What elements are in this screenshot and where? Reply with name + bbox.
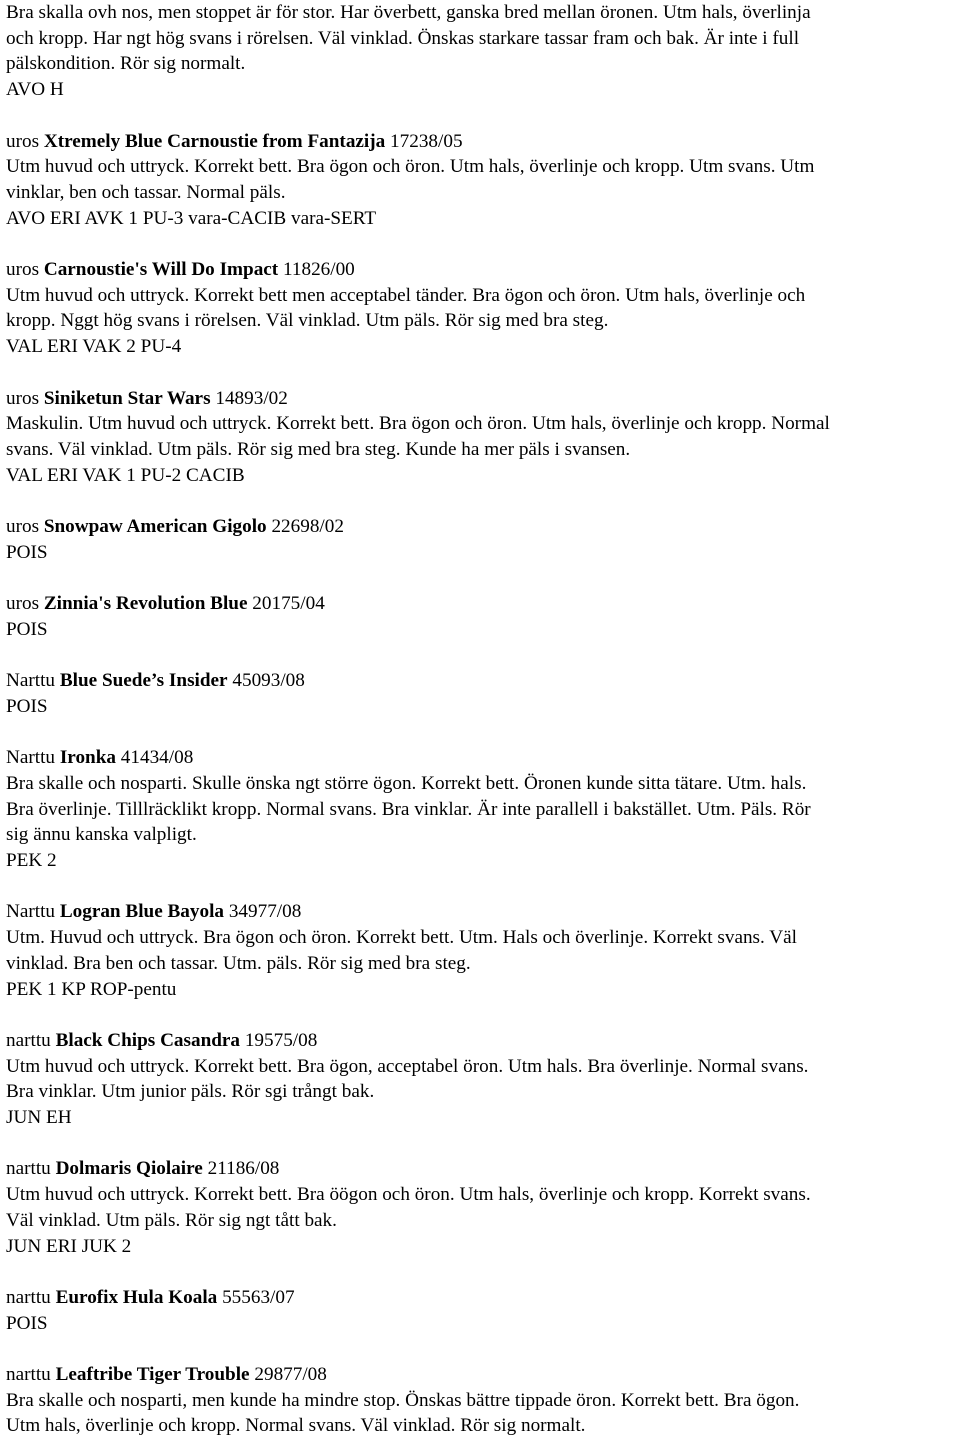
dog-entry xyxy=(6,1131,958,1260)
registration-number: 20175/04 xyxy=(252,593,325,615)
entry-class: narttu xyxy=(6,1364,51,1386)
registration-number: 29877/08 xyxy=(254,1364,327,1386)
entry-spacer xyxy=(6,720,958,746)
entry-class: narttu xyxy=(6,1029,51,1051)
critique-text: Utm huvud och uttryck. Korrekt bett men acceptabel tänder. Bra ögon och öron. Utm hals, överlinje och kropp. Nggt hög svans i rörelsen. Väl vinklad. Utm päls. Rör sig med bra steg. xyxy=(6,284,806,332)
entry-class: uros xyxy=(6,387,40,409)
entry-heading xyxy=(6,514,958,540)
entry-heading xyxy=(6,1362,958,1388)
dog-entry xyxy=(6,720,958,874)
result-text: POIS xyxy=(6,618,48,640)
registration-number: 22698/02 xyxy=(271,516,344,537)
entry-class: uros xyxy=(6,130,40,152)
entry-spacer xyxy=(6,1131,958,1157)
registration-number: 45093/08 xyxy=(232,670,305,692)
entry-heading xyxy=(6,257,958,283)
entry-spacer xyxy=(6,874,958,900)
dog-entry xyxy=(6,874,958,1003)
result-text: PEK 2 xyxy=(6,850,57,872)
dog-entry xyxy=(6,1336,958,1439)
result-text: POIS xyxy=(6,541,48,563)
dog-entry xyxy=(6,643,958,720)
entry-heading xyxy=(6,899,958,925)
entry-heading xyxy=(6,745,958,771)
entry-list xyxy=(6,103,958,1439)
entry-heading xyxy=(6,1028,958,1054)
entry-heading xyxy=(6,1285,958,1311)
entry-spacer xyxy=(6,1336,958,1362)
entry-class: Narttu xyxy=(6,747,56,769)
result-text: AVO ERI AVK 1 PU-3 vara-CACIB vara-SERT xyxy=(6,207,377,229)
dog-name: Carnoustie's Will Do Impact xyxy=(43,259,279,280)
dog-entry xyxy=(6,1002,958,1131)
dog-entry xyxy=(6,1259,958,1336)
result-text: PEK 1 KP ROP-pentu xyxy=(6,978,177,1000)
dog-name: Logran Blue Bayola xyxy=(59,901,225,923)
entry-spacer xyxy=(6,231,958,257)
dog-name: Dolmaris Qiolaire xyxy=(55,1158,203,1180)
entry-class: Narttu xyxy=(6,901,56,923)
entry-spacer xyxy=(6,1002,958,1028)
entry-class: uros xyxy=(6,259,40,280)
entry-class: narttu xyxy=(6,1158,51,1180)
result-text: AVO H xyxy=(6,79,64,101)
result-text: POIS xyxy=(6,695,48,717)
dog-name: Black Chips Casandra xyxy=(55,1029,241,1051)
entry-heading xyxy=(6,386,958,412)
registration-number: 14893/02 xyxy=(215,387,288,409)
dog-name: Eurofix Hula Koala xyxy=(55,1286,218,1308)
dog-entry xyxy=(6,360,958,489)
critique-text: Bra skalle och nosparti. Skulle önska ngt större ögon. Korrekt bett. Öronen kunde sitta tätare. Utm. hals. Bra överlinje. Tilllräcklikt kropp. Normal svans. Bra vinklar. Är inte parallell i bakstället. Utm. Päls. Rör sig ännu kanska valpligt. xyxy=(6,772,811,846)
dog-name: Xtremely Blue Carnoustie from Fantazija xyxy=(43,130,386,152)
dog-name: Ironka xyxy=(59,747,116,769)
registration-number: 19575/08 xyxy=(244,1029,318,1051)
critique-text: Bra skalle och nosparti, men kunde ha mindre stop. Önskas bättre tippade öron. Korrekt bett. Bra ögon. Utm hals, överlinje och kropp. Normal svans. Väl vinklad. Rör sig normalt. xyxy=(6,1389,800,1437)
dog-name: Snowpaw American Gigolo xyxy=(43,516,267,537)
registration-number: 21186/08 xyxy=(207,1158,280,1180)
result-text: POIS xyxy=(6,1312,48,1334)
entry-heading xyxy=(6,129,958,155)
entry-heading xyxy=(6,1156,958,1182)
dog-name: Leaftribe Tiger Trouble xyxy=(55,1364,250,1386)
critique-text: Utm. Huvud och uttryck. Bra ögon och öron. Korrekt bett. Utm. Hals och överlinje. Korrekt svans. Väl vinklad. Bra ben och tassar. Utm. päls. Rör sig med bra steg. xyxy=(6,927,797,974)
intro-block xyxy=(6,0,958,103)
entry-class: uros xyxy=(6,516,40,537)
result-text: VAL ERI VAK 1 PU-2 CACIB xyxy=(6,464,245,486)
critique-text: Bra skalla ovh nos, men stoppet är för stor. Har överbett, ganska bred mellan öronen. Utm hals, överlinja och kropp. Har ngt hög svans i rörelsen. Väl vinklad. Önskas starkare tassar fram och bak. Är inte i full pälskondition. Rör sig normalt. xyxy=(6,2,811,75)
result-text: JUN ERI JUK 2 xyxy=(6,1235,132,1257)
entry-spacer xyxy=(6,103,958,129)
dog-entry xyxy=(6,488,958,565)
entry-spacer xyxy=(6,565,958,591)
entry-class: uros xyxy=(6,593,40,615)
critique-text: Maskulin. Utm huvud och uttryck. Korrekt bett. Bra ögon och öron. Utm hals, överlinje och kropp. Normal svans. Väl vinklad. Utm päls. Rör sig med bra steg. Kunde ha mer päls i svansen. xyxy=(6,413,830,460)
critique-text: Utm huvud och uttryck. Korrekt bett. Bra ögon, acceptabel öron. Utm hals. Bra överlinje. Normal svans. Bra vinklar. Utm junior päls. Rör sgi trångt bak. xyxy=(6,1055,809,1103)
registration-number: 11826/00 xyxy=(283,259,355,280)
entry-class: Narttu xyxy=(6,670,56,692)
dog-entry xyxy=(6,103,958,232)
entry-spacer xyxy=(6,1259,958,1285)
entry-spacer xyxy=(6,360,958,386)
dog-name: Blue Suede’s Insider xyxy=(59,670,228,692)
registration-number: 55563/07 xyxy=(222,1286,295,1308)
dog-name: Siniketun Star Wars xyxy=(43,387,211,409)
critique-text: Utm huvud och uttryck. Korrekt bett. Bra öögon och öron. Utm hals, överlinje och kropp. Korrekt svans. Väl vinklad. Utm päls. Rör sig ngt tått bak. xyxy=(6,1184,811,1231)
entry-spacer xyxy=(6,643,958,669)
registration-number: 41434/08 xyxy=(120,747,194,769)
result-text: JUN EH xyxy=(6,1107,72,1129)
dog-name: Zinnia's Revolution Blue xyxy=(43,593,248,615)
entry-spacer xyxy=(6,488,958,514)
dog-entry xyxy=(6,231,958,360)
result-text: VAL ERI VAK 2 PU-4 xyxy=(6,336,182,358)
registration-number: 34977/08 xyxy=(228,901,302,923)
entry-class: narttu xyxy=(6,1286,51,1308)
registration-number: 17238/05 xyxy=(390,130,463,152)
entry-heading xyxy=(6,591,958,617)
critique-text: Utm huvud och uttryck. Korrekt bett. Bra ögon och öron. Utm hals, överlinje och kropp. Utm svans. Utm vinklar, ben och tassar. Normal päls. xyxy=(6,156,815,203)
dog-entry xyxy=(6,565,958,642)
entry-heading xyxy=(6,668,958,694)
